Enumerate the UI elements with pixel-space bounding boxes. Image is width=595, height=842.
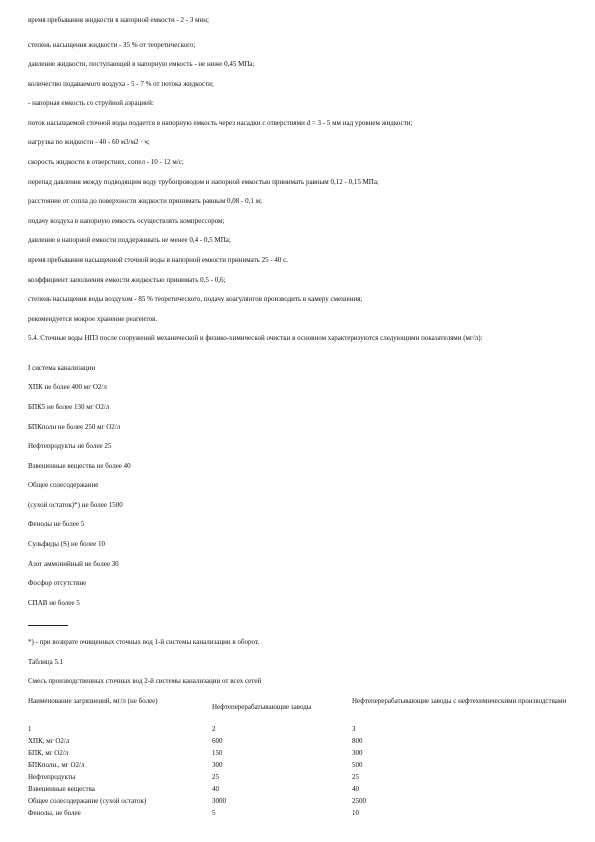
table-cell: 25 <box>212 773 219 781</box>
table-cell: 25 <box>352 773 359 781</box>
table-row <box>28 773 578 785</box>
paragraph: Сульфиды (S) не более 10 <box>28 540 106 548</box>
table-cell: 2 <box>212 725 216 733</box>
paragraph: рекомендуется мокрое хранение реагентов. <box>28 315 158 323</box>
table-title: Смесь производственных сточных вод 2-й системы канализации от всех сетей <box>28 677 262 685</box>
table-row <box>28 725 578 737</box>
paragraph: Общее солесодержание <box>28 481 99 489</box>
table-cell: Нефтепродукты <box>28 773 76 781</box>
table-header-row <box>28 697 578 725</box>
table-row <box>28 761 578 773</box>
paragraph: БПК5 не более 130 мг О2/л <box>28 403 110 411</box>
paragraph: - напорная емкость со струйной аэрацией: <box>28 99 154 107</box>
section-paragraph: 5.4. Сточные воды НПЗ после сооружений механической и физико-химической очистки в основном характеризуются следующими показателями (мг/л): <box>28 334 483 342</box>
paragraph: время пребывания жидкости в напорной емкости - 2 - 3 мин; <box>28 16 209 24</box>
paragraph: нагрузка по жидкости - 40 - 60 м3/м2 · ч; <box>28 138 150 146</box>
table-cell: Взвешенные вещества <box>28 785 95 793</box>
table-cell: 3000 <box>212 797 226 805</box>
table-cell: 10 <box>352 809 359 817</box>
paragraph: степень насыщения воды воздухом - 85 % теоретического, подачу коагулянтов производить в камеру смешения; <box>28 295 363 303</box>
table-cell: 40 <box>352 785 359 793</box>
paragraph: поток насыщаемой сточной воды подается в напорную емкость через насадки с отверстиями d = 3 - 5 мм над уровнем жидкости; <box>28 119 413 127</box>
footnote: *) - при возврате очищенных сточных вод 1-й системы канализации в оборот. <box>28 638 260 646</box>
table-caption: Таблица 5.1 <box>28 658 64 666</box>
paragraph: расстояние от сопла до поверхности жидкости принимать равным 0,08 - 0,1 м; <box>28 197 262 205</box>
table-row <box>28 785 578 797</box>
paragraph: давление жидкости, поступающей в напорную емкость - не ниже 0,45 МПа; <box>28 60 255 68</box>
table-row <box>28 797 578 809</box>
paragraph: БПКполн не более 250 мг О2/л <box>28 423 121 431</box>
table-cell: 300 <box>212 761 223 769</box>
paragraph: давление в напорной емкости поддерживать не менее 0,4 - 0,5 МПа; <box>28 236 231 244</box>
paragraph: Взвешенные вещества не более 40 <box>28 462 131 470</box>
paragraph: время пребывания насыщенной сточной воды в напорной емкости принимать 25 - 40 с. <box>28 256 289 264</box>
paragraph: Фенолы не более 5 <box>28 520 85 528</box>
footnote-divider <box>28 625 68 626</box>
paragraph: коэффициент заполнения емкости жидкостью принимать 0,5 - 0,6; <box>28 276 226 284</box>
table-cell: Фенолы, не более <box>28 809 81 817</box>
header-cell: Нефтеперерабатывающие заводы <box>212 703 312 711</box>
table-cell: 150 <box>212 749 223 757</box>
table-cell: 500 <box>352 761 363 769</box>
table-cell: 600 <box>212 737 223 745</box>
table-row <box>28 809 578 821</box>
table-cell: 1 <box>28 725 32 733</box>
paragraph: подачу воздуха в напорную емкость осуществлять компрессором; <box>28 217 225 225</box>
paragraph: Азот аммонийный не более 30 <box>28 560 119 568</box>
table-cell: БПКполн., мг О2/л <box>28 761 85 769</box>
table-row <box>28 749 578 761</box>
header-cell: Нефтеперерабатывающие заводы с нефтехимическими производствами <box>352 697 567 705</box>
table-cell: 3 <box>352 725 356 733</box>
table-cell: БПК, мг О2/л <box>28 749 69 757</box>
paragraph: перепад давления между подводящим воду трубопроводом и напорной емкостью принимать равным 0,12 - 0,15 МПа; <box>28 178 379 186</box>
table-cell: 40 <box>212 785 219 793</box>
table-row <box>28 737 578 749</box>
paragraph: степень насыщения жидкости - 35 % от теоретического; <box>28 41 196 49</box>
table-cell: 2500 <box>352 797 366 805</box>
paragraph: скорость жидкости в отверстиях, сопел - 10 - 12 м/с; <box>28 158 184 166</box>
paragraph: количество подаваемого воздуха - 5 - 7 % от потока жидкости; <box>28 80 214 88</box>
paragraph: Фосфор отсутствие <box>28 579 87 587</box>
paragraph: ХПК не более 400 мг О2/л <box>28 383 107 391</box>
table-cell: ХПК, мг О2/л <box>28 737 70 745</box>
paragraph: Нефтепродукты не более 25 <box>28 442 112 450</box>
pollutants-table <box>28 697 578 821</box>
paragraph: (сухой остаток)*) не более 1500 <box>28 501 123 509</box>
header-cell: Наименование загрязнений, мг/л (не более) <box>28 697 158 705</box>
table-cell: Общее солесодержание (сухой остаток) <box>28 797 147 805</box>
table-cell: 300 <box>352 749 363 757</box>
table-cell: 800 <box>352 737 363 745</box>
paragraph: СПАВ не более 5 <box>28 599 80 607</box>
paragraph: I система канализации <box>28 364 96 372</box>
table-cell: 5 <box>212 809 216 817</box>
